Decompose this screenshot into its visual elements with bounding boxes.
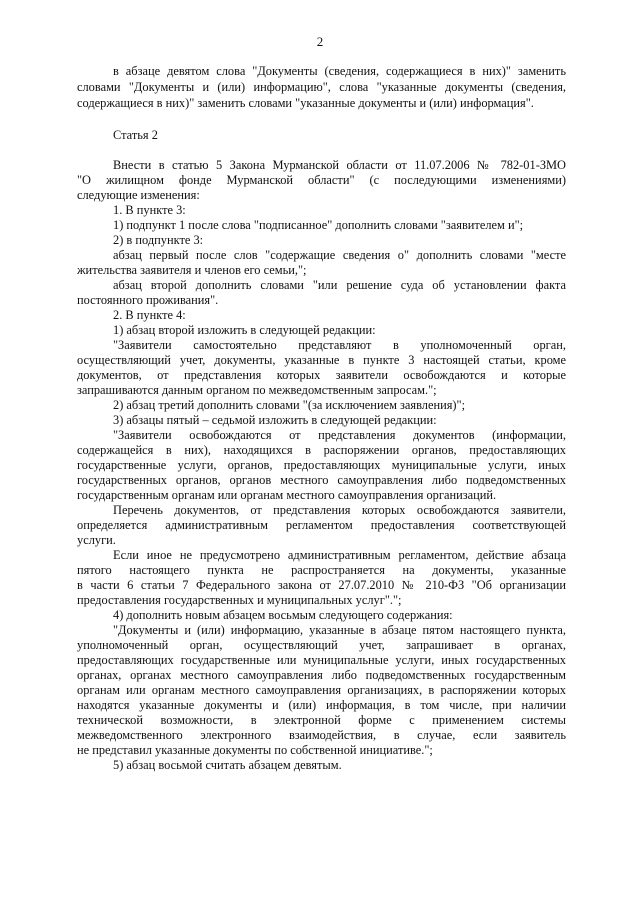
text-line: "О жилищном фонде Мурманской области" (с последующими изменениями): [77, 173, 566, 187]
text-line: пятого настоящего пункта не распространяется на документы, указанные: [77, 563, 566, 577]
text-line: "Документы и (или) информацию, указанные в абзаце пятом настоящего пункта,: [113, 623, 566, 637]
text-line: 1) абзац второй изложить в следующей редакции:: [113, 323, 376, 337]
text-line: находятся указанные документы и (или) информация, в том числе, при наличии: [77, 698, 566, 712]
text-line: жительства заявителя и членов его семьи,";: [77, 263, 307, 277]
article-heading: Статья 2: [113, 128, 158, 142]
text-line: органах, органах местного самоуправления либо подведомственных государственным: [77, 668, 566, 682]
text-line: органам или органам местного самоуправления организациях, в распоряжении которых: [77, 683, 566, 697]
text-line: 2) абзац третий дополнить словами "(за исключением заявления)";: [113, 398, 466, 412]
text-line: следующие изменения:: [77, 188, 200, 202]
text-line: 3) абзацы пятый – седьмой изложить в следующей редакции:: [113, 413, 437, 427]
text-line: 5) абзац восьмой считать абзацем девятым.: [113, 758, 342, 772]
text-line: словами "Документы и (или) информацию", слова "указанные документы (сведения,: [77, 80, 566, 94]
text-line: Внести в статью 5 Закона Мурманской области от 11.07.2006 № 782-01-ЗМО: [113, 158, 566, 172]
text-line: запрашиваются данным органом по межведомственным запросам.";: [77, 383, 437, 397]
text-line: в части 6 статьи 7 Федерального закона от 27.07.2010 № 210-ФЗ "Об организации: [77, 578, 566, 592]
text-line: абзац первый после слов "содержащие сведения о" дополнить словами "месте: [113, 248, 566, 262]
text-line: услуги.: [77, 533, 116, 547]
page-number: 2: [316, 34, 324, 49]
text-line: постоянного проживания".: [77, 293, 219, 307]
text-line: уполномоченный орган, осуществляющий учет, запрашивает в органах,: [77, 638, 566, 652]
text-line: осуществляющий учет, документы, указанные в пункте 3 настоящей статьи, кроме: [77, 353, 566, 367]
text-line: 1) подпункт 1 после слова "подписанное" дополнить словами "заявителем и";: [113, 218, 524, 232]
text-line: 1. В пункте 3:: [113, 203, 186, 217]
text-line: 2. В пункте 4:: [113, 308, 186, 322]
text-line: государственные услуги, органов, предоставляющих муниципальные услуги, иных: [77, 458, 566, 472]
text-line: Перечень документов, от представления которых освобождаются заявители,: [113, 503, 566, 517]
text-line: содержащиеся в них)" заменить словами "указанные документы и (или) информация".: [77, 96, 534, 110]
text-line: "Заявители самостоятельно представляют в уполномоченный орган,: [113, 338, 566, 352]
text-line: межведомственного электронного взаимодействия, в случае, если заявитель: [77, 728, 566, 742]
text-line: 4) дополнить новым абзацем восьмым следующего содержания:: [113, 608, 453, 622]
text-line: технической возможности, в электронной форме с применением системы: [77, 713, 566, 727]
text-line: Если иное не предусмотрено административным регламентом, действие абзаца: [113, 548, 566, 562]
text-line: "Заявители освобождаются от представления документов (информации,: [113, 428, 566, 442]
text-line: определяется административным регламентом предоставления соответствующей: [77, 518, 566, 532]
text-line: абзац второй дополнить словами "или решение суда об установлении факта: [113, 278, 566, 292]
text-line: не представил указанные документы по собственной инициативе.";: [77, 743, 433, 757]
text-line: содержащейся в них), находящихся в распоряжении органов, предоставляющих: [77, 443, 566, 457]
text-line: в абзаце девятом слова "Документы (сведения, содержащиеся в них)" заменить: [113, 64, 566, 78]
text-line: государственным органам или органам местного самоуправления организаций.: [77, 488, 497, 502]
text-line: документов, от представления которых заявители освобождаются и которые: [77, 368, 566, 382]
text-line: 2) в подпункте 3:: [113, 233, 204, 247]
text-line: предоставляющих государственные или муниципальные услуги, иных государственных: [77, 653, 566, 667]
text-line: предоставления государственных и муниципальных услуг".";: [77, 593, 402, 607]
text-line: государственных органов, органов местного самоуправления либо подведомственных: [77, 473, 566, 487]
